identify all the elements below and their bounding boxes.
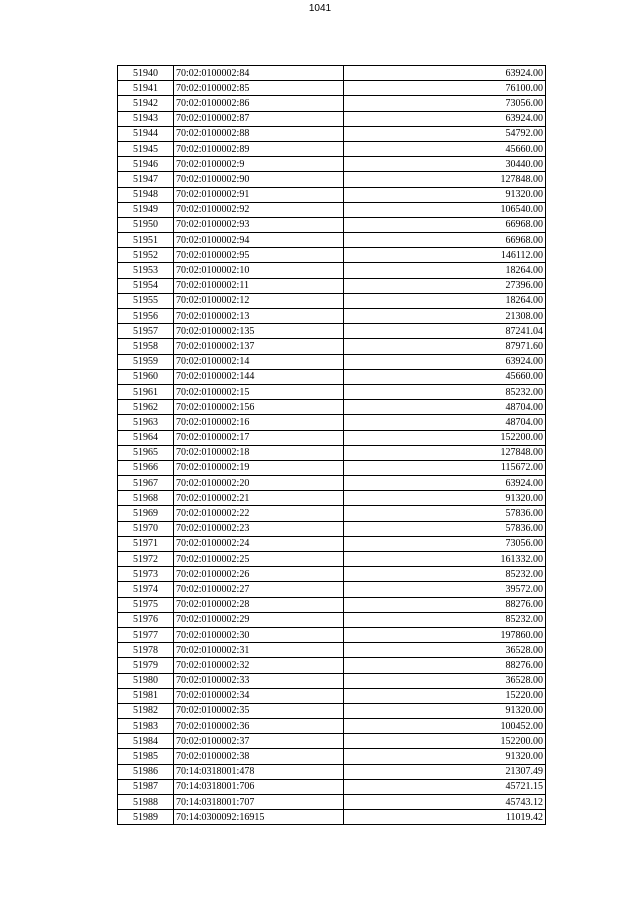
cadastral-value-cell: 66968.00 — [344, 217, 546, 232]
table-row — [118, 491, 546, 506]
cadastral-number-cell: 70:02:0100002:26 — [174, 567, 344, 582]
cadastral-value-cell: 15220.00 — [344, 688, 546, 703]
table-row — [118, 476, 546, 491]
cadastral-value-cell: 57836.00 — [344, 506, 546, 521]
row-number-cell: 51975 — [118, 597, 174, 612]
row-number-cell: 51956 — [118, 309, 174, 324]
row-number-cell: 51978 — [118, 643, 174, 658]
cadastral-value-cell: 63924.00 — [344, 476, 546, 491]
cadastral-number-cell: 70:02:0100002:12 — [174, 293, 344, 308]
table-row — [118, 141, 546, 156]
cadastral-number-cell: 70:02:0100002:95 — [174, 248, 344, 263]
row-number-cell: 51987 — [118, 779, 174, 794]
row-number-cell: 51948 — [118, 187, 174, 202]
cadastral-value-cell: 91320.00 — [344, 703, 546, 718]
row-number-cell: 51986 — [118, 764, 174, 779]
cadastral-value-cell: 30440.00 — [344, 157, 546, 172]
cadastral-value-cell: 127848.00 — [344, 445, 546, 460]
cadastral-value-cell: 45721.15 — [344, 779, 546, 794]
row-number-cell: 51952 — [118, 248, 174, 263]
cadastral-value-cell: 63924.00 — [344, 354, 546, 369]
cadastral-number-cell: 70:02:0100002:91 — [174, 187, 344, 202]
cadastral-number-cell: 70:02:0100002:18 — [174, 445, 344, 460]
table-row — [118, 552, 546, 567]
table-row — [118, 506, 546, 521]
cadastral-value-cell: 73056.00 — [344, 536, 546, 551]
table-row — [118, 688, 546, 703]
cadastral-number-cell: 70:02:0100002:94 — [174, 233, 344, 248]
cadastral-value-cell: 63924.00 — [344, 111, 546, 126]
cadastral-number-cell: 70:02:0100002:30 — [174, 627, 344, 642]
cadastral-number-cell: 70:02:0100002:135 — [174, 324, 344, 339]
table-row — [118, 187, 546, 202]
row-number-cell: 51974 — [118, 582, 174, 597]
row-number-cell: 51945 — [118, 141, 174, 156]
row-number-cell: 51982 — [118, 703, 174, 718]
cadastral-value-cell: 91320.00 — [344, 749, 546, 764]
cadastral-number-cell: 70:02:0100002:90 — [174, 172, 344, 187]
cadastral-number-cell: 70:02:0100002:36 — [174, 719, 344, 734]
table-row — [118, 233, 546, 248]
cadastral-number-cell: 70:02:0100002:20 — [174, 476, 344, 491]
cadastral-number-cell: 70:02:0100002:16 — [174, 415, 344, 430]
cadastral-number-cell: 70:14:0318001:706 — [174, 779, 344, 794]
table-row — [118, 430, 546, 445]
row-number-cell: 51940 — [118, 66, 174, 81]
row-number-cell: 51984 — [118, 734, 174, 749]
row-number-cell: 51962 — [118, 400, 174, 415]
table-row — [118, 795, 546, 810]
table-row — [118, 764, 546, 779]
cadastral-value-cell: 18264.00 — [344, 263, 546, 278]
cadastral-value-cell: 197860.00 — [344, 627, 546, 642]
table-row — [118, 810, 546, 825]
cadastral-number-cell: 70:02:0100002:11 — [174, 278, 344, 293]
cadastral-value-cell: 27396.00 — [344, 278, 546, 293]
cadastral-number-cell: 70:02:0100002:93 — [174, 217, 344, 232]
row-number-cell: 51969 — [118, 506, 174, 521]
page-number: 1041 — [308, 3, 332, 14]
cadastral-value-cell: 161332.00 — [344, 552, 546, 567]
row-number-cell: 51960 — [118, 369, 174, 384]
table-row — [118, 81, 546, 96]
table-row — [118, 415, 546, 430]
cadastral-value-cell: 45660.00 — [344, 141, 546, 156]
cadastral-value-cell: 76100.00 — [344, 81, 546, 96]
row-number-cell: 51949 — [118, 202, 174, 217]
row-number-cell: 51985 — [118, 749, 174, 764]
cadastral-value-cell: 36528.00 — [344, 673, 546, 688]
table-row — [118, 126, 546, 141]
table-row — [118, 643, 546, 658]
row-number-cell: 51959 — [118, 354, 174, 369]
cadastral-number-cell: 70:02:0100002:35 — [174, 703, 344, 718]
cadastral-number-cell: 70:02:0100002:86 — [174, 96, 344, 111]
cadastral-number-cell: 70:02:0100002:21 — [174, 491, 344, 506]
cadastral-number-cell: 70:02:0100002:25 — [174, 552, 344, 567]
cadastral-number-cell: 70:02:0100002:33 — [174, 673, 344, 688]
table-row — [118, 536, 546, 551]
table-row — [118, 400, 546, 415]
row-number-cell: 51966 — [118, 460, 174, 475]
cadastral-number-cell: 70:02:0100002:156 — [174, 400, 344, 415]
cadastral-number-cell: 70:02:0100002:27 — [174, 582, 344, 597]
row-number-cell: 51957 — [118, 324, 174, 339]
table-row — [118, 96, 546, 111]
cadastral-value-cell: 87971.60 — [344, 339, 546, 354]
cadastral-number-cell: 70:02:0100002:144 — [174, 369, 344, 384]
row-number-cell: 51970 — [118, 521, 174, 536]
cadastral-number-cell: 70:02:0100002:9 — [174, 157, 344, 172]
cadastral-number-cell: 70:02:0100002:15 — [174, 384, 344, 399]
row-number-cell: 51980 — [118, 673, 174, 688]
table-row — [118, 248, 546, 263]
cadastral-value-cell: 100452.00 — [344, 719, 546, 734]
table-row — [118, 567, 546, 582]
cadastral-value-cell: 91320.00 — [344, 187, 546, 202]
row-number-cell: 51950 — [118, 217, 174, 232]
cadastral-number-cell: 70:02:0100002:38 — [174, 749, 344, 764]
cadastral-number-cell: 70:02:0100002:92 — [174, 202, 344, 217]
table-row — [118, 157, 546, 172]
cadastral-value-cell: 21308.00 — [344, 309, 546, 324]
cadastral-number-cell: 70:02:0100002:84 — [174, 66, 344, 81]
row-number-cell: 51983 — [118, 719, 174, 734]
cadastral-value-cell: 39572.00 — [344, 582, 546, 597]
row-number-cell: 51942 — [118, 96, 174, 111]
cadastral-value-cell: 21307.49 — [344, 764, 546, 779]
cadastral-value-cell: 146112.00 — [344, 248, 546, 263]
table-body — [118, 66, 546, 825]
table-row — [118, 734, 546, 749]
row-number-cell: 51964 — [118, 430, 174, 445]
cadastral-value-cell: 63924.00 — [344, 66, 546, 81]
cadastral-value-cell: 87241.04 — [344, 324, 546, 339]
table-row — [118, 612, 546, 627]
cadastral-number-cell: 70:14:0300092:16915 — [174, 810, 344, 825]
cadastral-number-cell: 70:02:0100002:10 — [174, 263, 344, 278]
cadastral-value-cell: 48704.00 — [344, 415, 546, 430]
row-number-cell: 51979 — [118, 658, 174, 673]
cadastral-value-cell: 48704.00 — [344, 400, 546, 415]
row-number-cell: 51967 — [118, 476, 174, 491]
row-number-cell: 51946 — [118, 157, 174, 172]
cadastral-value-cell: 152200.00 — [344, 734, 546, 749]
table-row — [118, 749, 546, 764]
cadastral-value-cell: 45743.12 — [344, 795, 546, 810]
row-number-cell: 51989 — [118, 810, 174, 825]
row-number-cell: 51976 — [118, 612, 174, 627]
table-row — [118, 111, 546, 126]
cadastral-number-cell: 70:02:0100002:85 — [174, 81, 344, 96]
row-number-cell: 51941 — [118, 81, 174, 96]
table-row — [118, 293, 546, 308]
cadastral-value-cell: 54792.00 — [344, 126, 546, 141]
table-row — [118, 324, 546, 339]
cadastral-value-cell: 18264.00 — [344, 293, 546, 308]
cadastral-number-cell: 70:02:0100002:87 — [174, 111, 344, 126]
table-row — [118, 309, 546, 324]
cadastral-number-cell: 70:02:0100002:14 — [174, 354, 344, 369]
table-row — [118, 658, 546, 673]
table-row — [118, 339, 546, 354]
table-row — [118, 673, 546, 688]
row-number-cell: 51973 — [118, 567, 174, 582]
cadastral-number-cell: 70:02:0100002:88 — [174, 126, 344, 141]
cadastral-value-cell: 73056.00 — [344, 96, 546, 111]
cadastral-number-cell: 70:02:0100002:17 — [174, 430, 344, 445]
cadastral-value-cell: 91320.00 — [344, 491, 546, 506]
table-row — [118, 217, 546, 232]
table-row — [118, 278, 546, 293]
cadastral-value-table — [117, 65, 546, 825]
row-number-cell: 51955 — [118, 293, 174, 308]
cadastral-value-cell: 115672.00 — [344, 460, 546, 475]
table-row — [118, 172, 546, 187]
cadastral-value-cell: 66968.00 — [344, 233, 546, 248]
cadastral-value-cell: 106540.00 — [344, 202, 546, 217]
cadastral-number-cell: 70:02:0100002:28 — [174, 597, 344, 612]
cadastral-value-cell: 36528.00 — [344, 643, 546, 658]
cadastral-number-cell: 70:14:0318001:478 — [174, 764, 344, 779]
cadastral-number-cell: 70:02:0100002:31 — [174, 643, 344, 658]
row-number-cell: 51971 — [118, 536, 174, 551]
cadastral-value-cell: 45660.00 — [344, 369, 546, 384]
table-row — [118, 445, 546, 460]
cadastral-number-cell: 70:02:0100002:29 — [174, 612, 344, 627]
table-row — [118, 582, 546, 597]
table-row — [118, 369, 546, 384]
cadastral-number-cell: 70:02:0100002:19 — [174, 460, 344, 475]
cadastral-number-cell: 70:14:0318001:707 — [174, 795, 344, 810]
row-number-cell: 51968 — [118, 491, 174, 506]
table-row — [118, 627, 546, 642]
row-number-cell: 51981 — [118, 688, 174, 703]
cadastral-number-cell: 70:02:0100002:24 — [174, 536, 344, 551]
row-number-cell: 51944 — [118, 126, 174, 141]
cadastral-number-cell: 70:02:0100002:32 — [174, 658, 344, 673]
row-number-cell: 51972 — [118, 552, 174, 567]
cadastral-number-cell: 70:02:0100002:23 — [174, 521, 344, 536]
table-row — [118, 779, 546, 794]
row-number-cell: 51961 — [118, 384, 174, 399]
row-number-cell: 51951 — [118, 233, 174, 248]
table-row — [118, 354, 546, 369]
cadastral-value-cell: 152200.00 — [344, 430, 546, 445]
cadastral-number-cell: 70:02:0100002:37 — [174, 734, 344, 749]
row-number-cell: 51977 — [118, 627, 174, 642]
cadastral-value-cell: 88276.00 — [344, 658, 546, 673]
table-row — [118, 202, 546, 217]
row-number-cell: 51988 — [118, 795, 174, 810]
row-number-cell: 51953 — [118, 263, 174, 278]
cadastral-number-cell: 70:02:0100002:22 — [174, 506, 344, 521]
table-row — [118, 703, 546, 718]
cadastral-value-cell: 85232.00 — [344, 612, 546, 627]
row-number-cell: 51963 — [118, 415, 174, 430]
table-row — [118, 384, 546, 399]
cadastral-value-cell: 11019.42 — [344, 810, 546, 825]
table-row — [118, 521, 546, 536]
table-row — [118, 719, 546, 734]
table-row — [118, 263, 546, 278]
table-row — [118, 597, 546, 612]
row-number-cell: 51947 — [118, 172, 174, 187]
cadastral-value-cell: 57836.00 — [344, 521, 546, 536]
cadastral-value-cell: 127848.00 — [344, 172, 546, 187]
cadastral-number-cell: 70:02:0100002:34 — [174, 688, 344, 703]
cadastral-value-cell: 85232.00 — [344, 567, 546, 582]
cadastral-number-cell: 70:02:0100002:89 — [174, 141, 344, 156]
table-row — [118, 66, 546, 81]
row-number-cell: 51965 — [118, 445, 174, 460]
row-number-cell: 51958 — [118, 339, 174, 354]
cadastral-number-cell: 70:02:0100002:13 — [174, 309, 344, 324]
cadastral-value-cell: 88276.00 — [344, 597, 546, 612]
cadastral-number-cell: 70:02:0100002:137 — [174, 339, 344, 354]
row-number-cell: 51943 — [118, 111, 174, 126]
table-row — [118, 460, 546, 475]
cadastral-value-cell: 85232.00 — [344, 384, 546, 399]
row-number-cell: 51954 — [118, 278, 174, 293]
